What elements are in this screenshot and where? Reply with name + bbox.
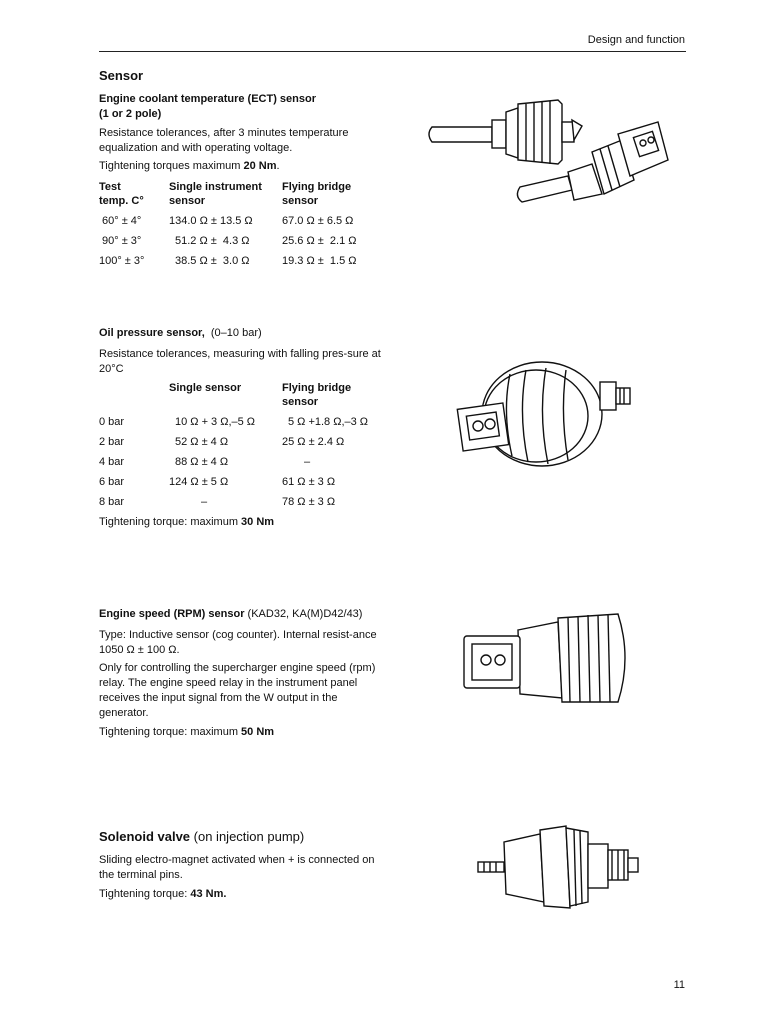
ect-row2-single: 51.2 Ω ± 4.3 Ω: [175, 235, 250, 247]
oil-row3-flying: –: [304, 456, 311, 468]
rpm-heading-models: (KAD32, KA(M)D42/43): [244, 608, 363, 620]
oil-row2-bar: 2 bar: [99, 436, 125, 448]
solenoid-description: Sliding electro-magnet activated when + is connected on the terminal pins.: [99, 854, 375, 881]
oil-row4-bar: 6 bar: [99, 476, 125, 488]
ect-torque-value: 20 Nm: [243, 160, 277, 172]
solenoid-heading-bold: Solenoid valve: [99, 829, 191, 844]
header-rule: [99, 51, 686, 52]
solenoid-heading-location: (on injection pump): [190, 829, 305, 844]
rpm-heading-bold: Engine speed (RPM) sensor: [99, 608, 245, 620]
solenoid-torque: [99, 887, 384, 902]
solenoid-torque-value: 43 Nm.: [190, 888, 227, 900]
rpm-torque-value: 50 Nm: [241, 726, 275, 738]
oil-row2-single: 52 Ω ± 4 Ω: [175, 436, 229, 448]
ect-col-temp-l2: temp. C°: [99, 195, 144, 207]
running-header: Design and function: [587, 34, 685, 46]
oil-row3-single: 88 Ω ± 4 Ω: [175, 456, 229, 468]
oil-row4-single: 124 Ω ± 5 Ω: [169, 476, 229, 488]
oil-heading-bold: Oil pressure sensor,: [99, 327, 205, 339]
solenoid-torque-label: Tightening torque:: [99, 888, 191, 900]
ect-heading-line1: Engine coolant temperature (ECT) sensor: [99, 93, 316, 105]
ect-torque: [99, 159, 384, 174]
solenoid-valve-illustration: [470, 818, 650, 918]
ect-row2-flying: 25.6 Ω ± 2.1 Ω: [282, 235, 357, 247]
oil-row1-flying: 5 Ω +1.8 Ω,–3 Ω: [288, 416, 369, 428]
page-number: 11: [673, 979, 685, 991]
ect-torque-suffix: .: [276, 160, 280, 172]
oil-torque-label: Tightening torque: maximum: [99, 516, 242, 528]
ect-torque-label: Tightening torques maximum: [99, 160, 244, 172]
oil-col-single: Single sensor: [169, 382, 242, 394]
ect-heading: [99, 92, 384, 122]
ect-heading-line2: (1 or 2 pole): [99, 108, 162, 120]
oil-heading: [99, 326, 384, 341]
ect-row1-flying: 67.0 Ω ± 6.5 Ω: [282, 215, 354, 227]
rpm-torque: [99, 725, 384, 740]
ect-sensor-illustration: [422, 82, 682, 222]
ect-col-single-l2: sensor: [169, 195, 206, 207]
oil-pressure-sensor-illustration: [450, 352, 640, 482]
ect-row1-single: 134.0 Ω ± 13.5 Ω: [169, 215, 253, 227]
ect-description: Resistance tolerances, after 3 minutes temperature equalization and with operating voltage.: [99, 127, 349, 154]
rpm-torque-label: Tightening torque: maximum: [99, 726, 242, 738]
ect-row3-flying: 19.3 Ω ± 1.5 Ω: [282, 255, 357, 267]
ect-row3-single: 38.5 Ω ± 3.0 Ω: [175, 255, 250, 267]
oil-col-flying-l1: Flying bridge: [282, 382, 352, 394]
ect-col-temp-l1: Test: [99, 181, 121, 193]
rpm-description-type: Type: Inductive sensor (cog counter). Internal resist-ance 1050 Ω ± 100 Ω.: [99, 629, 377, 656]
ect-col-flying-l2: sensor: [282, 195, 319, 207]
oil-row5-single: –: [201, 496, 208, 508]
oil-row1-bar: 0 bar: [99, 416, 125, 428]
oil-row2-flying: 25 Ω ± 2.4 Ω: [282, 436, 345, 448]
oil-row5-flying: 78 Ω ± 3 Ω: [282, 496, 336, 508]
oil-row5-bar: 8 bar: [99, 496, 125, 508]
ect-row3-temp: 100° ± 3°: [99, 255, 145, 267]
oil-heading-range: (0–10 bar): [204, 327, 262, 339]
oil-description: Resistance tolerances, measuring with falling pres-sure at 20°C: [99, 348, 381, 375]
rpm-sensor-illustration: [458, 610, 638, 710]
oil-row1-single: 10 Ω + 3 Ω,–5 Ω: [175, 416, 256, 428]
ect-row1-temp: 60° ± 4°: [102, 215, 142, 227]
oil-row3-bar: 4 bar: [99, 456, 125, 468]
oil-torque: [99, 515, 384, 530]
oil-col-flying-l2: sensor: [282, 396, 319, 408]
rpm-heading: [99, 607, 399, 622]
oil-torque-value: 30 Nm: [241, 516, 275, 528]
oil-row4-flying: 61 Ω ± 3 Ω: [282, 476, 336, 488]
ect-col-flying-l1: Flying bridge: [282, 181, 352, 193]
ect-col-single-l1: Single instrument: [169, 181, 262, 193]
rpm-description-usage: Only for controlling the supercharger engine speed (rpm) relay. The engine speed relay in the instrument panel receives the input signal from the W output in the generator.: [99, 662, 376, 719]
ect-row2-temp: 90° ± 3°: [102, 235, 142, 247]
solenoid-heading: [99, 829, 399, 844]
section-title-sensor: Sensor: [99, 68, 144, 83]
